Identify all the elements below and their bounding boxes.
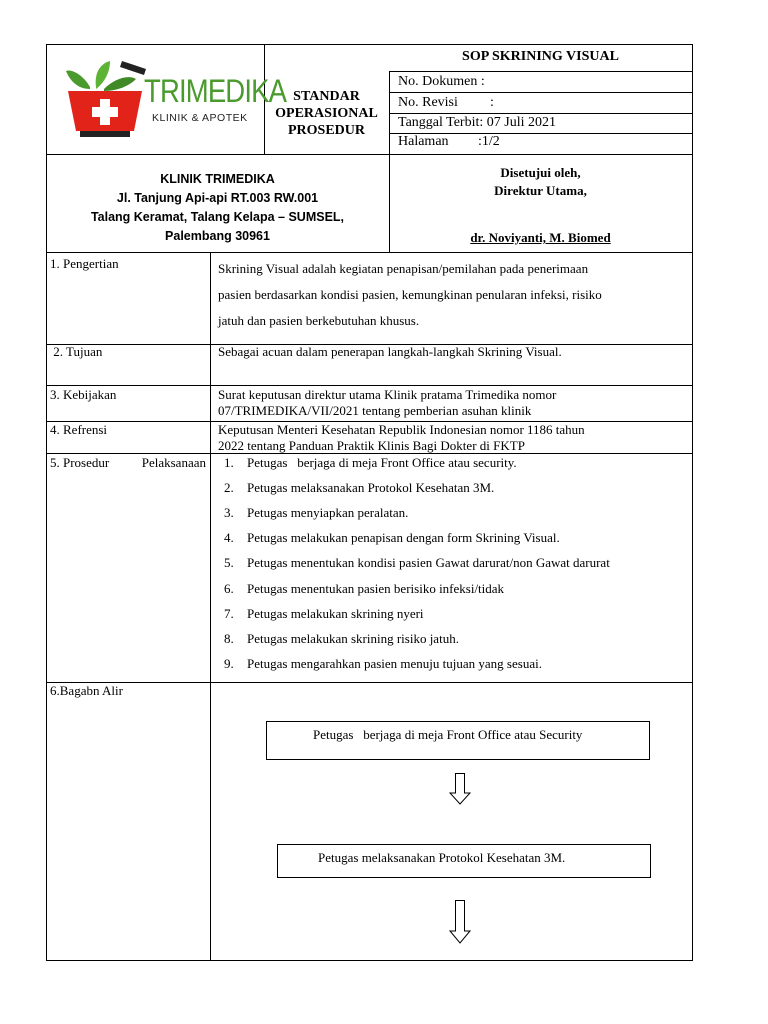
halaman-value: :1/2 <box>478 134 500 149</box>
clinic-address-1: Jl. Tanjung Api-api RT.003 RW.001 <box>116 191 319 205</box>
clinic-address-2: Talang Keramat, Talang Kelapa – SUMSEL, <box>90 210 345 224</box>
refrensi-line-2: 2022 tentang Panduan Praktik Klinis Bagi Dokter di FKTP <box>218 438 525 453</box>
type-line-1: STANDAR <box>293 89 360 104</box>
list-item: 9. Petugas mengarahkan pasien menuju tujuan yang sesuai. <box>224 656 542 671</box>
prosedur-label-b: Pelaksanaan <box>141 455 206 470</box>
approval-block <box>389 164 692 200</box>
down-arrow-icon <box>449 773 471 805</box>
field-tanggal-terbit: Tanggal Terbit: 07 Juli 2021 <box>398 115 556 130</box>
clinic-logo <box>60 55 287 145</box>
pengertian-line-3: jatuh dan pasien berkebutuhan khusus. <box>218 313 420 328</box>
list-item: 1. Petugas berjaga di meja Front Office atau security. <box>224 455 517 470</box>
section-label-bagan: 6.Bagabn Alir <box>50 683 123 698</box>
list-item: 3. Petugas menyiapkan peralatan. <box>224 505 409 520</box>
field-no-revisi <box>398 95 688 113</box>
document-type <box>264 88 389 139</box>
document-title: SOP SKRINING VISUAL <box>462 49 619 64</box>
section-body-tujuan: Sebagai acuan dalam penerapan langkah-langkah Skrining Visual. <box>218 344 562 359</box>
list-item: 4. Petugas melakukan penapisan dengan form Skrining Visual. <box>224 530 560 545</box>
clinic-address-3: Palembang 30961 <box>165 229 270 243</box>
section-body-refrensi <box>218 422 686 454</box>
section-label-tujuan: 2. Tujuan <box>50 344 103 359</box>
logo-tagline: KLINIK & APOTEK <box>152 112 248 124</box>
section-label-kebijakan: 3. Kebijakan <box>50 387 117 402</box>
section-body-pengertian <box>218 256 686 334</box>
logo-brand: TRIMEDIKA <box>144 73 287 109</box>
clinic-name: KLINIK TRIMEDIKA <box>160 172 275 186</box>
flow-box-2-text: Petugas melaksanakan Protokol Kesehatan 3M. <box>318 850 566 865</box>
list-item: 5. Petugas menentukan kondisi pasien Gawat darurat/non Gawat darurat <box>224 555 610 570</box>
field-halaman <box>398 134 688 152</box>
list-item: 8. Petugas melakukan skrining risiko jatuh. <box>224 631 459 646</box>
medical-cross-mortar-leaf-icon <box>60 55 150 145</box>
approval-signer: dr. Noviyanti, M. Biomed <box>470 230 611 245</box>
refrensi-line-1: Keputusan Menteri Kesehatan Republik Indonesian nomor 1186 tahun <box>218 422 585 437</box>
halaman-label: Halaman <box>398 134 449 149</box>
section-label-prosedur <box>50 455 208 473</box>
type-line-3: PROSEDUR <box>287 123 365 138</box>
list-item: 2. Petugas melaksanakan Protokol Kesehatan 3M. <box>224 480 495 495</box>
down-arrow-icon <box>449 900 471 944</box>
revisi-colon: : <box>490 95 494 110</box>
kebijakan-line-1: Surat keputusan direktur utama Klinik pratama Trimedika nomor <box>218 387 557 402</box>
section-label-pengertian: 1. Pengertian <box>50 256 119 271</box>
flow-box-2 <box>277 844 651 878</box>
approval-line-2: Direktur Utama, <box>494 183 587 198</box>
prosedur-label-a: 5. Prosedur <box>50 455 110 470</box>
kebijakan-line-2: 07/TRIMEDIKA/VII/2021 tentang pemberian asuhan klinik <box>218 403 532 418</box>
section-body-kebijakan <box>218 387 686 419</box>
clinic-info <box>46 170 389 246</box>
section-label-refrensi: 4. Refrensi <box>50 422 108 437</box>
flow-box-1 <box>266 721 650 760</box>
flow-box-1-text: Petugas berjaga di meja Front Office atau Security <box>313 727 583 742</box>
pengertian-line-2: pasien berdasarkan kondisi pasien, kemungkinan penularan infeksi, risiko <box>218 287 602 302</box>
list-item: 6. Petugas menentukan pasien berisiko infeksi/tidak <box>224 581 505 596</box>
pengertian-line-1: Skrining Visual adalah kegiatan penapisan/pemilahan pada penerimaan <box>218 261 589 276</box>
field-no-dokumen: No. Dokumen : <box>398 74 485 89</box>
revisi-label: No. Revisi <box>398 95 458 110</box>
list-item: 7. Petugas melakukan skrining nyeri <box>224 606 424 621</box>
type-line-2: OPERASIONAL <box>275 106 378 121</box>
approval-line-1: Disetujui oleh, <box>500 165 581 180</box>
